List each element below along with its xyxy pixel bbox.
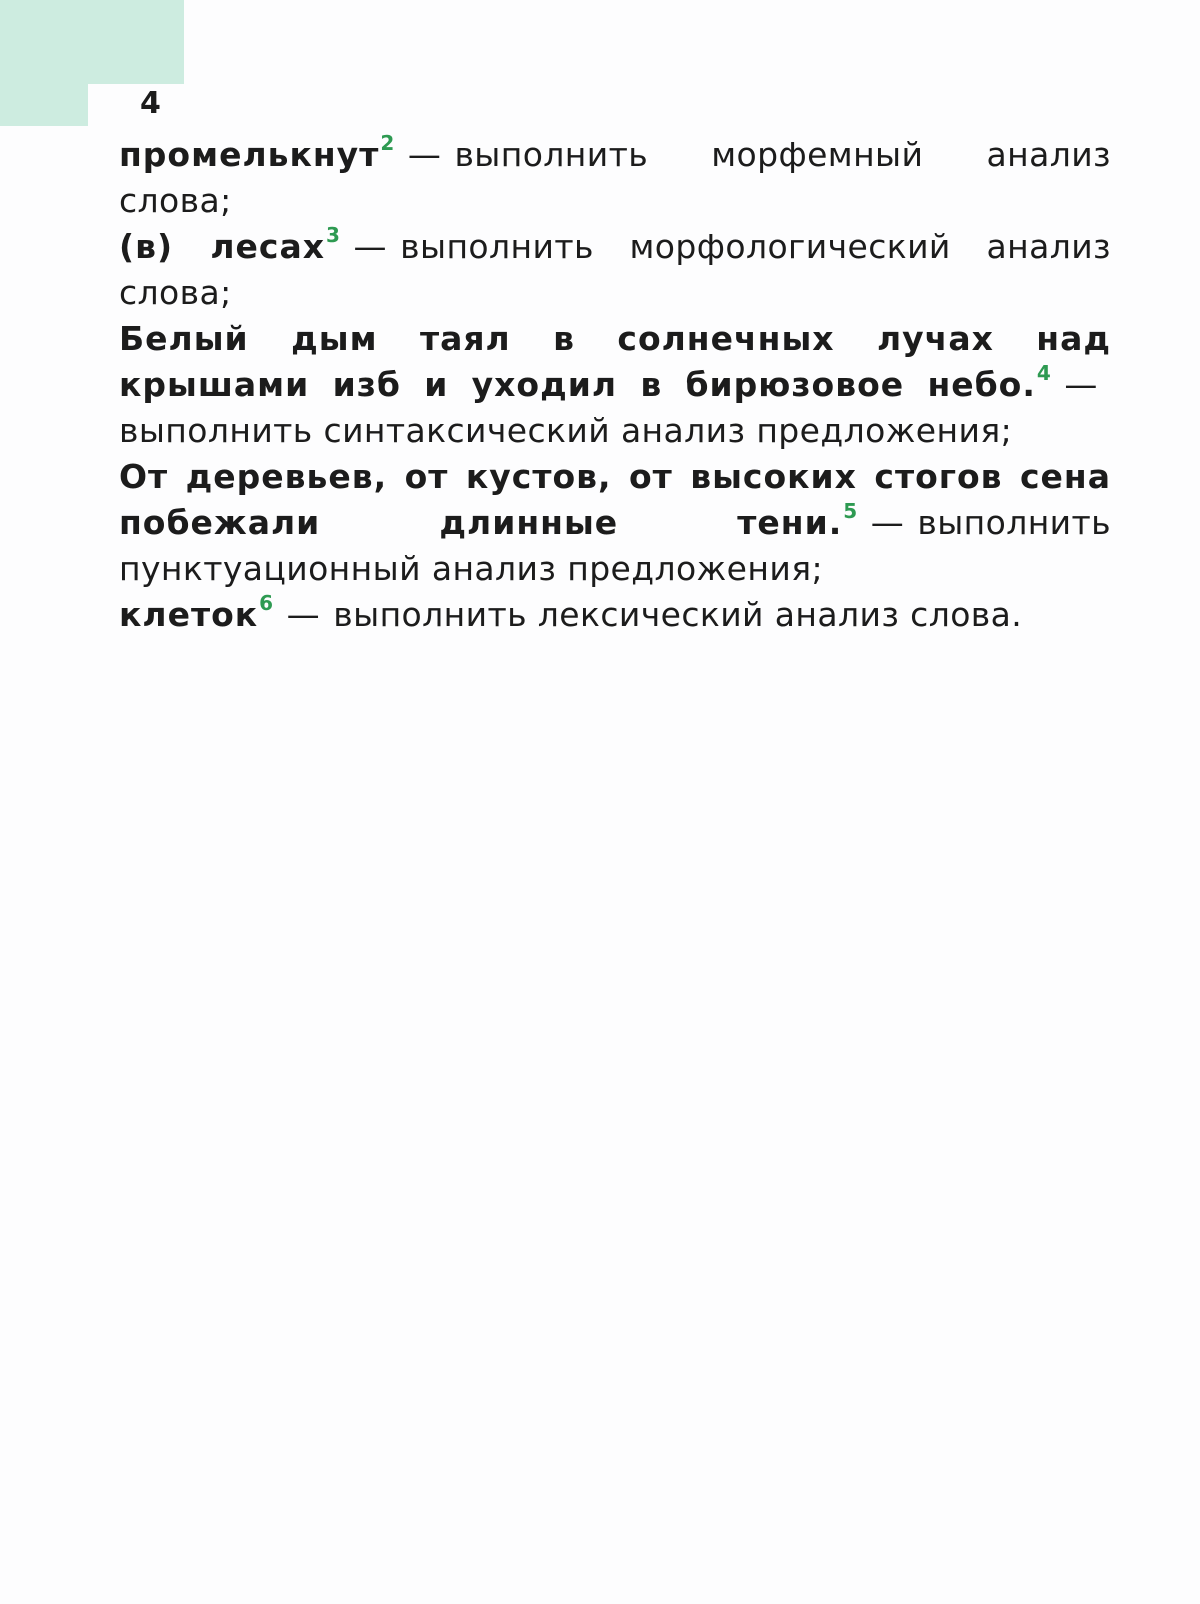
task-list [119,132,1111,638]
entry-dash: — [407,135,442,174]
entry-task: выполнить морфологический анализ слова; [119,227,1112,312]
footnote-marker: 4 [1036,361,1052,385]
entry-dash: — [870,503,905,542]
footnote-marker: 2 [380,131,395,155]
entry-task: выполнить морфемный анализ слова; [119,135,1111,220]
footnote-marker: 6 [259,591,274,615]
list-item [119,592,1111,638]
list-item [119,132,1111,224]
list-item [119,454,1111,592]
entry-term: (в) лесах [119,227,326,266]
entry-term: Белый дым таял в солнечных лучах над крышами изб и уходил в бирюзовое небо. [119,319,1111,404]
corner-accent-block-lower [0,84,88,126]
entry-dash: — [353,227,387,266]
list-item [119,224,1111,316]
entry-term: промелькнут [119,135,380,174]
entry-term: клеток [119,595,259,634]
entry-term: От деревьев, от кустов, от высоких стогов сена побежали длинные тени. [119,457,1111,542]
entry-dash: — [1064,365,1098,404]
page-number: 4 [140,86,161,121]
footnote-marker: 5 [843,499,858,523]
entry-task: выполнить синтаксический анализ предложения; [119,411,1013,450]
corner-accent-block [0,0,184,84]
entry-dash: — [286,595,321,634]
footnote-marker: 3 [326,223,341,247]
list-item [119,316,1111,454]
entry-task: выполнить пунктуационный анализ предложения; [119,503,1111,588]
entry-task: выполнить лексический анализ слова. [333,595,1023,634]
